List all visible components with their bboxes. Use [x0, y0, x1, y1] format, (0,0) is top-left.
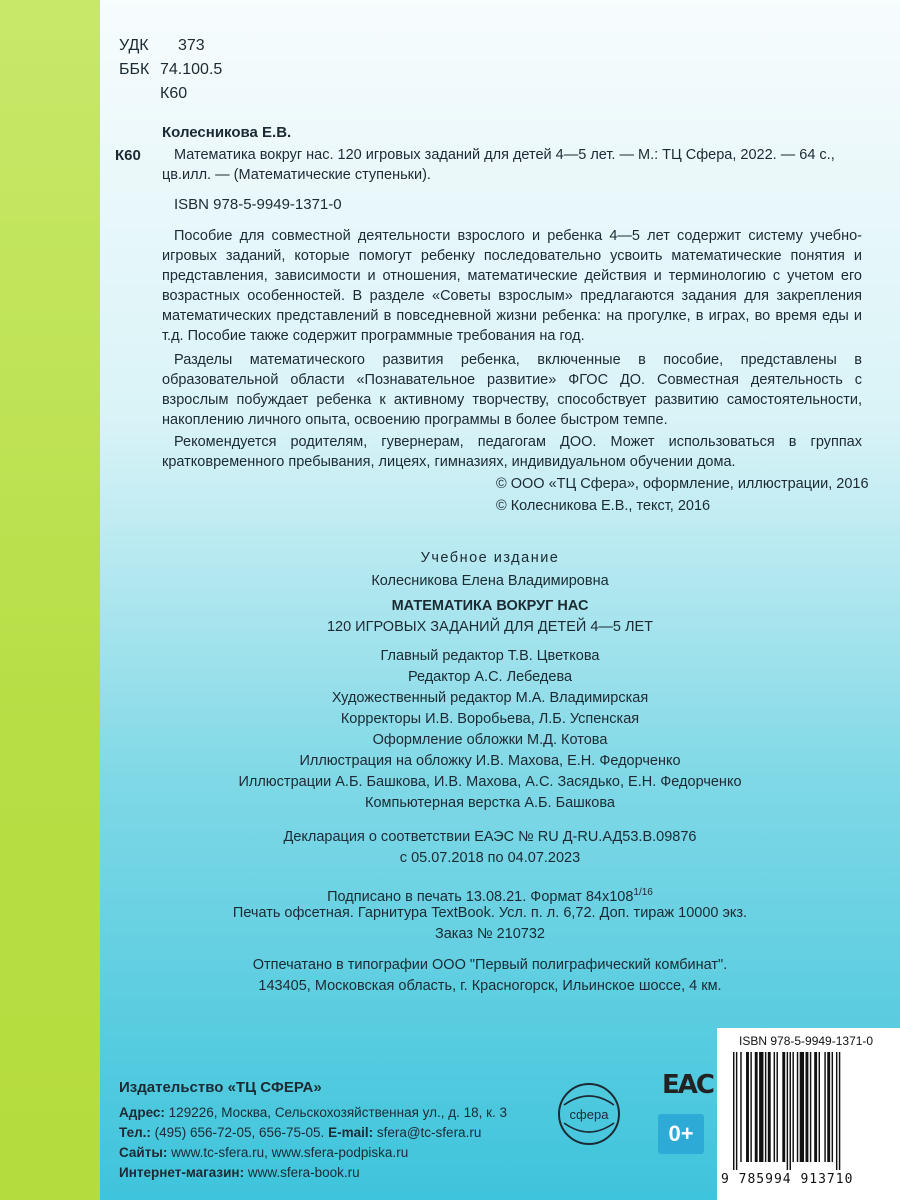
barcode-bar	[787, 1052, 788, 1170]
declaration-line-1: Декларация о соответствии ЕАЭС № RU Д-RU.АД53.В.09876	[283, 829, 697, 845]
address-value: 129226, Москва, Сельскохозяйственная ул., д. 18, к. 3	[168, 1105, 508, 1120]
bib-isbn: ISBN 978-5-9949-1371-0	[174, 196, 342, 213]
author-full-name: Колесникова Елена Владимировна	[371, 573, 609, 589]
annotation-paragraph-3: Рекомендуется родителям, гувернерам, педагогам ДОО. Может использоваться в группах кратковременного пребывания, лицеях, гимназиях, индивидуальном обучении дома.	[162, 434, 862, 470]
barcode-bar	[746, 1052, 749, 1162]
udk-value: 373	[178, 37, 205, 54]
barcode-bar	[768, 1052, 771, 1162]
barcode-bar	[765, 1052, 766, 1162]
barcode-bar	[782, 1052, 785, 1162]
shop-link[interactable]: www.sfera-book.ru	[247, 1165, 360, 1180]
logo-wordmark: сфера	[569, 1107, 609, 1122]
barcode-bar	[814, 1052, 817, 1162]
barcode-bar	[797, 1052, 798, 1162]
phone-label: Тел.:	[119, 1125, 151, 1140]
eac-mark: ЕАС	[662, 1070, 713, 1100]
print-order-number: Заказ № 210732	[434, 926, 546, 942]
barcode-bar	[790, 1052, 791, 1170]
sites-links[interactable]: www.tc-sfera.ru, www.sfera-podpiska.ru	[171, 1145, 409, 1160]
barcode-bar	[810, 1052, 811, 1162]
bbk-label: ББК	[119, 61, 150, 78]
barcode-isbn: ISBN 978-5-9949-1371-0	[739, 1034, 874, 1048]
barcode-bar	[774, 1052, 775, 1162]
credit-line: Иллюстрации А.Б. Башкова, И.В. Махова, А.С. Засядько, Е.Н. Федорченко	[238, 774, 742, 790]
credit-line: Корректоры И.В. Воробьева, Л.Б. Успенская	[340, 711, 640, 727]
copyright-line-1: © ООО «ТЦ Сфера», оформление, иллюстрации, 2016	[496, 476, 869, 492]
email-label: E-mail:	[328, 1125, 374, 1140]
publisher-address	[119, 1103, 507, 1123]
publisher-contacts	[119, 1123, 481, 1143]
publisher-sites	[119, 1143, 408, 1163]
barcode-bar	[740, 1052, 741, 1162]
edition-kind: Учебное издание	[420, 550, 560, 566]
credit-line: Оформление обложки М.Д. Котова	[372, 732, 608, 748]
printed-by-line-1: Отпечатано в типографии ООО "Первый полиграфический комбинат".	[252, 957, 728, 973]
credit-line: Редактор А.С. Лебедева	[407, 669, 573, 685]
copyright-line-2: © Колесникова Е.В., текст, 2016	[496, 498, 711, 514]
bbk-value: 74.100.5	[160, 61, 223, 78]
print-info-format: Подписано в печать 13.08.21. Формат 84х108	[327, 888, 634, 905]
barcode-bars	[731, 1052, 891, 1170]
declaration-line-2: с 05.07.2018 по 04.07.2023	[399, 850, 581, 866]
print-format-fraction: 1/16	[633, 887, 653, 898]
barcode-bar	[836, 1052, 837, 1170]
bib-description-line2: цв.илл. — (Математические ступеньки).	[162, 167, 431, 183]
barcode-bar	[792, 1052, 793, 1162]
barcode-bar	[800, 1052, 804, 1162]
sfera-logo	[556, 1081, 622, 1147]
green-side-stripe	[0, 0, 100, 1200]
credit-line: Иллюстрация на обложку И.В. Махова, Е.Н. Федорченко	[299, 753, 681, 769]
annotation-paragraph-1: Пособие для совместной деятельности взрослого и ребенка 4—5 лет содержит систему учебно-игровых заданий, которые помогут ребенку последовательно усвоить математические понятия и представления, зависимости и отношения, математические действия и терминологию с учетом его возрастных особенностей. В разделе «Советы взрослым» предлагаются задания для закрепления математических представлений в повседневной жизни ребенка: на прогулке, в играх, во время еды и т.д. Пособие также содержит программные требования на год.	[162, 228, 862, 344]
author-mark: К60	[160, 85, 188, 102]
barcode-bar	[827, 1052, 830, 1162]
print-info-line-2: Печать офсетная. Гарнитура TextBook. Усл. п. л. 6,72. Доп. тираж 10000 экз.	[232, 905, 748, 921]
barcode-bar	[806, 1052, 809, 1162]
credit-line: Главный редактор Т.В. Цветкова	[380, 648, 600, 664]
address-label: Адрес:	[119, 1105, 165, 1120]
email-link[interactable]: sfera@tc-sfera.ru	[376, 1125, 482, 1140]
barcode-bar	[832, 1052, 833, 1162]
credit-line: Художественный редактор М.А. Владимирская	[331, 690, 649, 706]
book-title: МАТЕМАТИКА ВОКРУГ НАС	[391, 598, 589, 614]
barcode-panel	[717, 1028, 900, 1200]
shop-label: Интернет-магазин:	[119, 1165, 245, 1180]
phone-value: (495) 656-72-05, 656-75-05.	[154, 1125, 325, 1140]
publisher-shop	[119, 1163, 360, 1183]
barcode-bar	[755, 1052, 758, 1162]
bib-description-line1: Математика вокруг нас. 120 игровых заданий для детей 4—5 лет. — М.: ТЦ Сфера, 2022. — 64 с.,	[174, 147, 835, 163]
barcode-bar	[819, 1052, 820, 1162]
barcode-bar	[736, 1052, 737, 1170]
book-subtitle: 120 ИГРОВЫХ ЗАДАНИЙ ДЛЯ ДЕТЕЙ 4—5 ЛЕТ	[326, 619, 654, 635]
barcode-bar	[777, 1052, 778, 1162]
sites-label: Сайты:	[119, 1145, 168, 1160]
age-rating-badge: 0+	[658, 1114, 704, 1154]
bib-author: Колесникова Е.В.	[162, 124, 292, 141]
credit-line: Компьютерная верстка А.Б. Башкова	[365, 795, 615, 811]
barcode-bar	[733, 1052, 734, 1170]
bib-mark: К60	[115, 147, 141, 164]
barcode-bar	[839, 1052, 840, 1170]
printed-by-line-2: 143405, Московская область, г. Красногорск, Ильинское шоссе, 4 км.	[258, 978, 722, 994]
annotation-paragraph-2: Разделы математического развития ребенка, включенные в пособие, представлены в образовательной области «Познавательное развитие» ФГОС ДО. Совместная деятельность с взрослым побуждает ребенка к активному творчеству, способствует развитию самостоятельности, накоплению личного опыта, освоению программы в более быстром темпе.	[162, 352, 862, 428]
publisher-name: Издательство «ТЦ СФЕРА»	[119, 1079, 322, 1096]
barcode-digits: 9 785994 913710	[721, 1172, 854, 1187]
barcode-bar	[750, 1052, 751, 1162]
barcode-bar	[759, 1052, 763, 1162]
barcode-bar	[824, 1052, 825, 1162]
udk-label: УДК	[119, 37, 149, 54]
